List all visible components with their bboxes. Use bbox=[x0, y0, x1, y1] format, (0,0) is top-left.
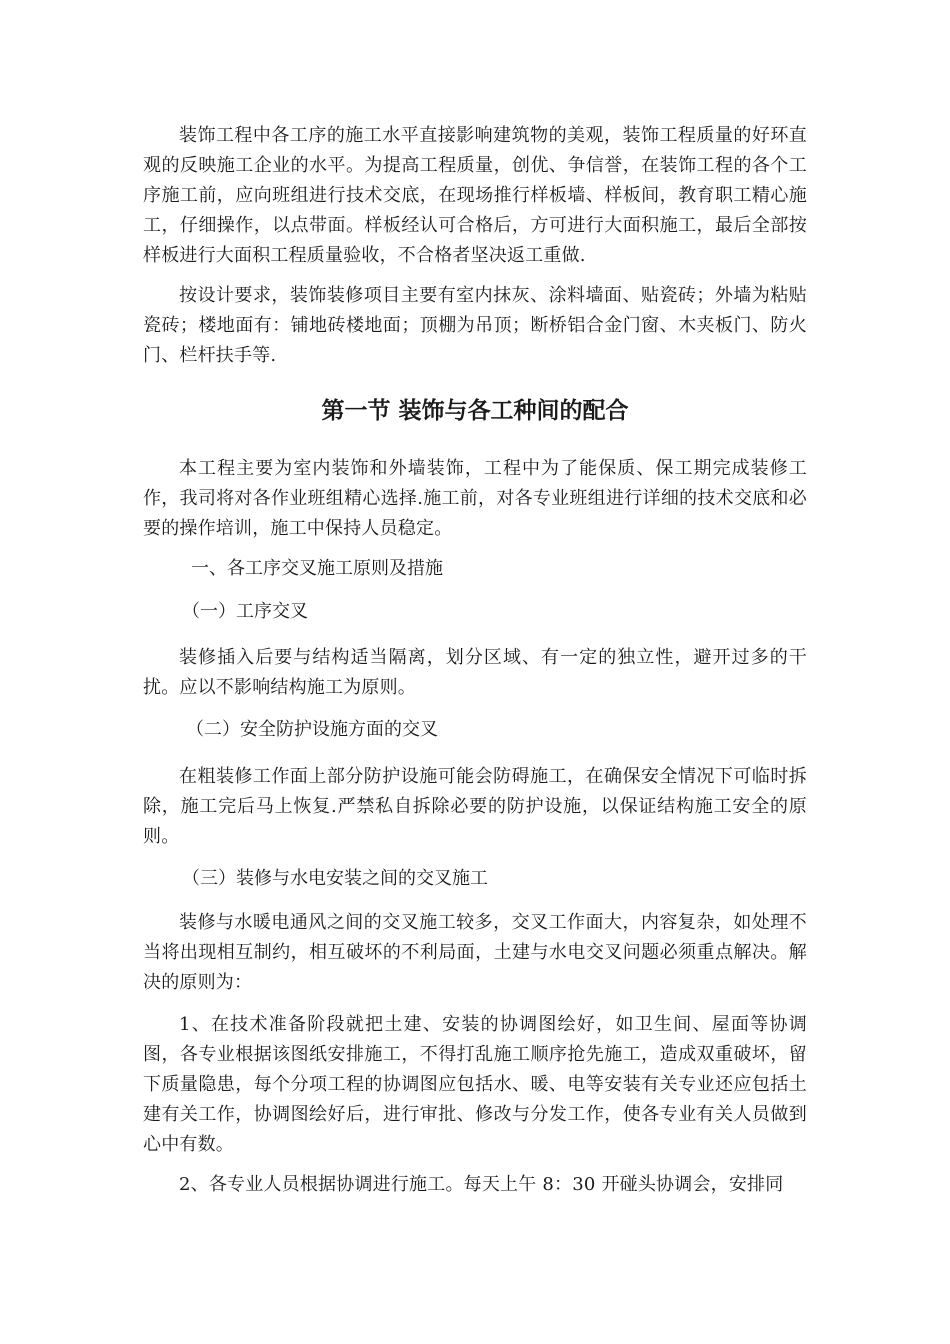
safety-cross-paragraph: 在粗装修工作面上部分防护设施可能会防碍施工，在确保安全情况下可临时拆除，施工完后马上恢复.严禁私自拆除必要的防护设施，以保证结构施工安全的原则。 bbox=[143, 766, 807, 847]
subheading-safety-cross: （二）安全防护设施方面的交叉 bbox=[186, 719, 438, 740]
section-title: 第一节 装饰与各工种间的配合 bbox=[321, 398, 629, 424]
process-cross-paragraph: 装修插入后要与结构适当隔离，划分区域、有一定的独立性，避开过多的干扰。应以不影响结构施工为原则。 bbox=[143, 647, 807, 698]
daily-meeting-paragraph: 2、各专业人员根据协调进行施工。每天上午 8：30 开碰头协调会，安排同 bbox=[179, 1174, 784, 1195]
heading-cross-construction: 一、各工序交叉施工原则及措施 bbox=[191, 558, 443, 579]
subheading-mep-cross: （三）装修与水电安装之间的交叉施工 bbox=[182, 868, 488, 889]
subheading-process-cross: （一）工序交叉 bbox=[182, 601, 308, 622]
mep-cross-paragraph: 装修与水暖电通风之间的交叉施工较多，交叉工作面大，内容复杂，如处理不当将出现相互制约，相互破坏的不利局面，土建与水电交叉问题必须重点解决。解决的原则为： bbox=[143, 912, 807, 993]
intro-paragraph: 装饰工程中各工序的施工水平直接影响建筑物的美观，装饰工程质量的好环直观的反映施工企业的水平。为提高工程质量，创优、争信誉，在装饰工程的各个工序施工前，应向班组进行技术交底，在现场推行样板墙、样板间，教育职工精心施工，仔细操作，以点带面。样板经认可合格后，方可进行大面积施工，最后全部按样板进行大面积工程质量验收，不合格者坚决返工重做. bbox=[143, 125, 807, 266]
coordination-drawing-paragraph: 1、在技术准备阶段就把土建、安装的协调图绘好，如卫生间、屋面等协调图，各专业根据该图纸安排施工，不得打乱施工顺序抢先施工，造成双重破坏，留下质量隐患，每个分项工程的协调图应包括水、暖、电等安装有关专业还应包括土建有关工作，协调图绘好后，进行审批、修改与分发工作，使各专业有关人员做到心中有数。 bbox=[143, 1014, 807, 1155]
section-intro-paragraph: 本工程主要为室内装饰和外墙装饰，工程中为了能保质、保工期完成装修工作，我司将对各作业班组精心选择.施工前，对各专业班组进行详细的技术交底和必要的操作培训，施工中保持人员稳定。 bbox=[143, 458, 807, 539]
scope-paragraph: 按设计要求，装饰装修项目主要有室内抹灰、涂料墙面、贴瓷砖；外墙为粘贴瓷砖；楼地面有：铺地砖楼地面；顶棚为吊顶；断桥铝合金门窗、木夹板门、防火门、栏杆扶手等. bbox=[143, 285, 807, 366]
